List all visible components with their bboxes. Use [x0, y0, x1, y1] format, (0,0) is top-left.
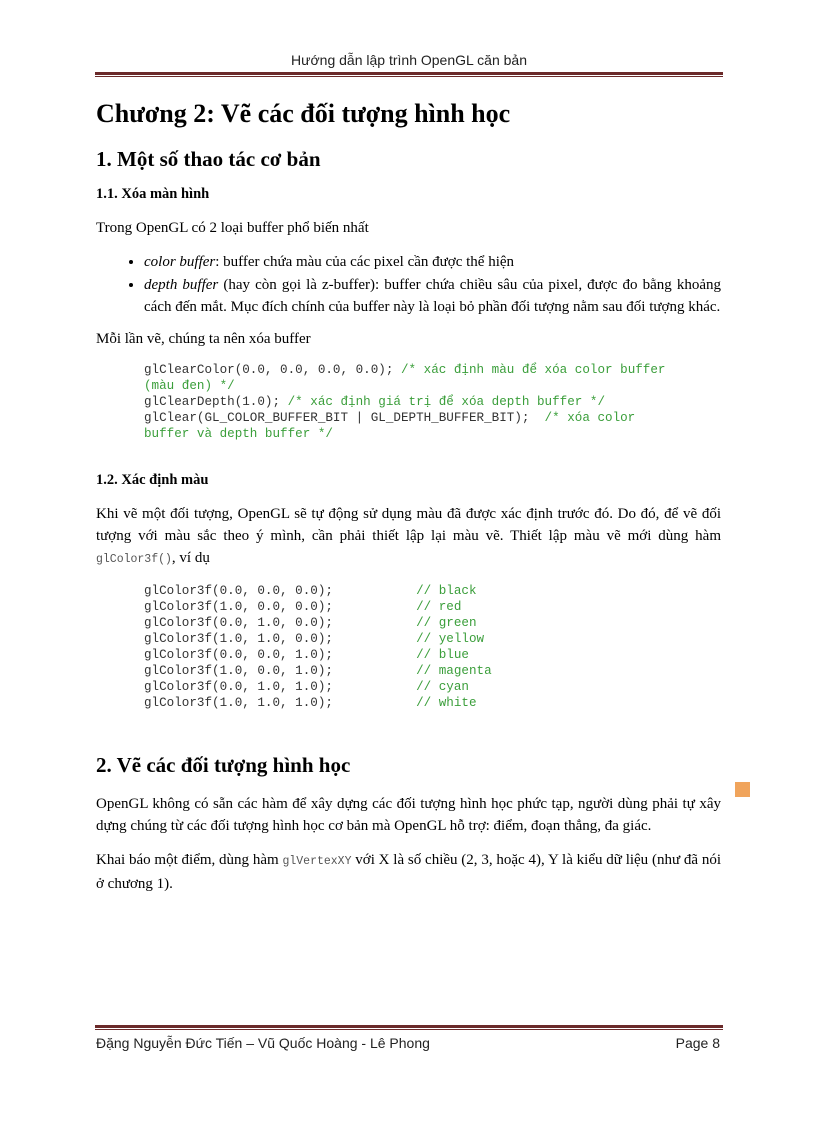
code-line: glColor3f(0.0, 0.0, 0.0); — [144, 584, 417, 599]
buffer-list — [96, 251, 721, 318]
code-line: glClear(GL_COLOR_BUFFER_BIT | GL_DEPTH_BUFFER_BIT); — [144, 411, 545, 426]
code-comment: // cyan — [416, 680, 469, 695]
code-line: glColor3f(1.0, 1.0, 1.0); — [144, 696, 417, 711]
term-color-buffer: color buffer — [144, 254, 216, 271]
code-line: glColor3f(1.0, 0.0, 1.0); — [144, 664, 417, 679]
inline-code-glvertex: glVertexXY — [282, 854, 352, 868]
code-comment: // yellow — [416, 632, 485, 647]
term-depth-buffer: depth buffer — [144, 277, 219, 294]
subsection-1-1-title: 1.1. Xóa màn hình — [96, 186, 210, 203]
footer-authors: Đặng Nguyễn Đức Tiến – Vũ Quốc Hoàng - Lê Phong — [96, 1035, 430, 1051]
desc-color-buffer: : buffer chứa màu của các pixel cần được thể hiện — [215, 254, 515, 271]
code-line: glColor3f(0.0, 1.0, 1.0); — [144, 680, 417, 695]
running-header: Hướng dẫn lập trình OpenGL căn bản — [291, 52, 527, 68]
chapter-title: Chương 2: Vẽ các đối tượng hình học — [96, 99, 511, 128]
code-line: glClearColor(0.0, 0.0, 0.0, 0.0); — [144, 363, 401, 378]
code-comment: // white — [416, 696, 477, 711]
desc-depth-buffer: (hay còn gọi là z-buffer): buffer chứa chiều sâu của pixel, được đo bằng khoảng cách đến mắt. Mục đích chính của buffer này là loại bỏ phần đối tượng nằm sau đối tượng khác. — [144, 277, 721, 316]
section-2-title: 2. Vẽ các đối tượng hình học — [96, 753, 351, 778]
code-comment: /* xác định màu để xóa color buffer — [400, 363, 666, 378]
code-comment: // green — [416, 616, 477, 631]
color-paragraph-text: Khi vẽ một đối tượng, OpenGL sẽ tự động sử dụng màu đã được xác định trước đó. Do đó, để vẽ đối tượng với màu sắc theo ý mình, cần phải thiết lập lại màu vẽ. Thiết lập màu vẽ mới dùng hàm — [96, 506, 721, 545]
clear-code-block — [144, 362, 721, 442]
code-comment: // red — [416, 600, 462, 615]
page-content — [96, 98, 721, 907]
buffer-intro: Trong OpenGL có 2 loại buffer phổ biến nhất — [96, 220, 369, 237]
code-comment: // magenta — [416, 664, 492, 679]
vertex-paragraph — [96, 849, 721, 895]
geometry-paragraph: OpenGL không có sẵn các hàm để xây dựng các đối tượng hình học phức tạp, người dùng phải tự xây dựng chúng từ các đối tượng hình học cơ bản mà OpenGL hỗ trợ: điểm, đoạn thẳng, đa giác. — [96, 795, 721, 834]
inline-code-glcolor3f: glColor3f() — [96, 553, 172, 567]
clear-intro: Mỗi lần vẽ, chúng ta nên xóa buffer — [96, 331, 311, 348]
code-line: glColor3f(0.0, 1.0, 0.0); — [144, 616, 417, 631]
header-rule — [95, 72, 723, 77]
code-comment: /* xóa color — [544, 411, 636, 426]
code-line: glColor3f(1.0, 0.0, 0.0); — [144, 600, 417, 615]
list-item-depth-buffer — [144, 274, 721, 318]
vertex-paragraph-tail: với X là số chiều (2, 3, hoặc 4), Y là kiểu dữ liệu (như đã nói ở chương 1). — [96, 851, 722, 892]
section-1-title: 1. Một số thao tác cơ bản — [96, 147, 321, 172]
page-number: Page 8 — [675, 1035, 720, 1051]
footer-rule — [95, 1025, 723, 1030]
code-comment: (màu đen) */ — [144, 379, 235, 394]
color-code-block — [144, 583, 721, 711]
code-line: glColor3f(1.0, 1.0, 0.0); — [144, 632, 417, 647]
vertex-paragraph-text: Khai báo một điểm, dùng hàm — [96, 851, 283, 868]
code-comment: /* xác định giá trị để xóa depth buffer */ — [287, 395, 606, 410]
code-comment: // black — [416, 584, 477, 599]
code-line: glClearDepth(1.0); — [144, 395, 288, 410]
code-comment: // blue — [416, 648, 469, 663]
margin-marker — [735, 782, 750, 797]
color-paragraph — [96, 503, 721, 571]
list-item-color-buffer — [144, 251, 721, 273]
code-line: glColor3f(0.0, 0.0, 1.0); — [144, 648, 417, 663]
color-paragraph-tail: , ví dụ — [171, 550, 210, 567]
subsection-1-2-title: 1.2. Xác định màu — [96, 472, 209, 489]
code-comment: buffer và depth buffer */ — [144, 427, 333, 442]
